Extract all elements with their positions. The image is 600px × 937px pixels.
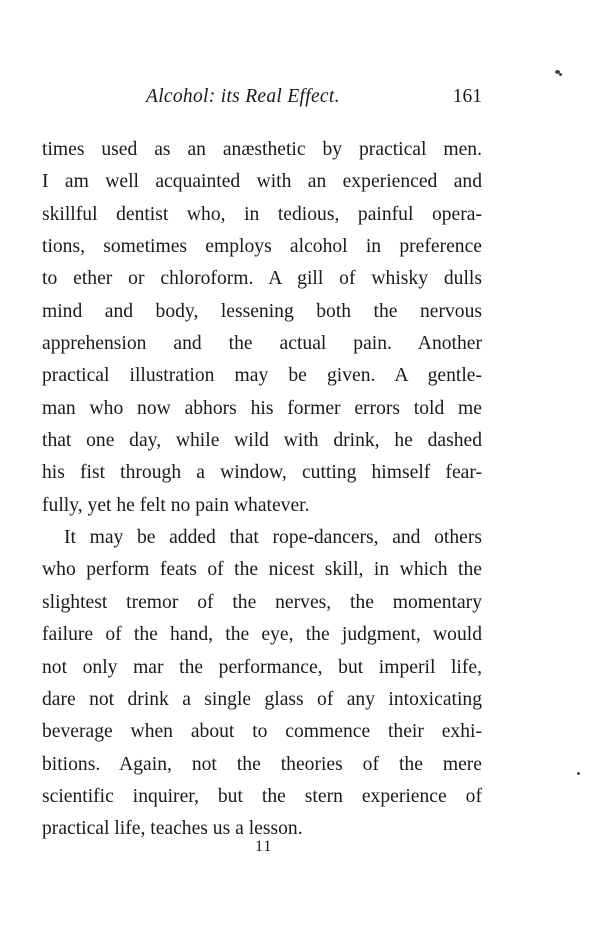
text-line: beverage when about to commence their exhi- (42, 721, 482, 743)
paragraph-1 (42, 134, 482, 522)
text-line: bitions. Again, not the theories of the mere (42, 753, 482, 775)
body-text (42, 134, 482, 846)
text-line: mind and body, lessening both the nervous (42, 300, 482, 322)
text-line: scientific inquirer, but the stern experience of (42, 785, 482, 807)
text-line: who perform feats of the nicest skill, in which the (42, 559, 482, 581)
page-number: 161 (452, 86, 482, 107)
text-line: fully, yet he felt no pain whatever. (42, 494, 310, 516)
text-line: I am well acquainted with an experienced and (42, 171, 482, 193)
text-line: not only mar the performance, but imperil life, (42, 656, 482, 678)
running-head (42, 86, 482, 116)
text-line: to ether or chloroform. A gill of whisky dulls (42, 268, 482, 290)
text-line: practical illustration may be given. A gentle- (42, 365, 482, 387)
paragraph-2 (42, 522, 482, 845)
text-line: his fist through a window, cutting himself fear- (42, 462, 482, 484)
text-line: practical life, teaches us a lesson. (42, 818, 303, 840)
text-line: It may be added that rope-dancers, and others (64, 527, 482, 549)
text-line: times used as an anæsthetic by practical men. (42, 139, 482, 160)
text-line: dare not drink a single glass of any intoxicating (42, 688, 482, 710)
ink-speck (577, 772, 580, 775)
text-line: tions, sometimes employs alcohol in preference (42, 236, 482, 258)
ink-speck (559, 73, 562, 76)
text-line: slightest tremor of the nerves, the momentary (42, 591, 482, 613)
text-line: apprehension and the actual pain. Another (42, 333, 482, 355)
text-line: failure of the hand, the eye, the judgment, would (42, 624, 482, 646)
text-line: skillful dentist who, in tedious, painful opera- (42, 203, 482, 225)
signature-mark: 11 (255, 838, 273, 855)
text-line: that one day, while wild with drink, he dashed (42, 430, 482, 452)
running-title: Alcohol: its Real Effect. (146, 86, 340, 107)
text-line: man who now abhors his former errors told me (42, 397, 482, 419)
